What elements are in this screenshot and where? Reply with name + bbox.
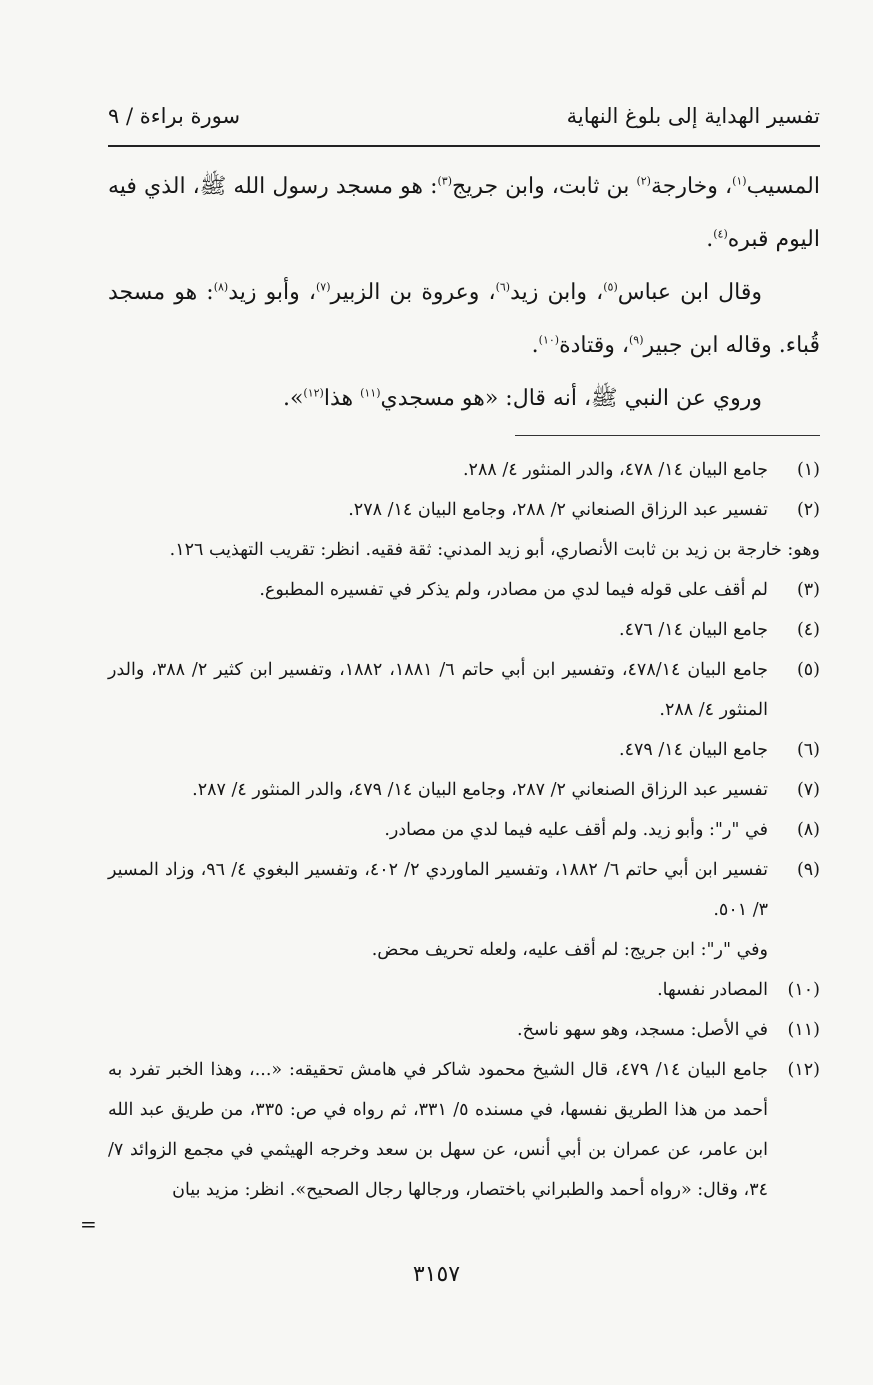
text-span: .	[531, 333, 539, 358]
footnote-1	[108, 450, 820, 490]
footnote-9	[108, 850, 820, 930]
page-number: ٣١٥٧	[412, 1262, 461, 1287]
text-span: .	[706, 227, 714, 252]
footnote-ref: (١١)	[360, 386, 381, 400]
footnote-text: جامع البيان ١٤/ ٤٧٩، قال الشيخ محمود شاكر في هامش تحقيقه: «...، وهذا الخبر تفرد به أحمد من هذا الطريق نفسها، في مسنده ٥/ ٣٣١، ثم رواه في ص: ٣٣٥، من طريق عبد الله ابن عامر، عن عمران بن أبي أنس، عن سهل بن سعد وخرجه الهيثمي في مجمع الزوائد ٧/ ٣٤، وقال: «رواه أحمد والطبراني باختصار، ورجالها رجال الصحيح». انظر: مزيد بيان	[108, 1060, 768, 1200]
footnote-number: (١١)	[787, 1020, 820, 1040]
footnotes	[108, 450, 820, 1210]
text-span: هذا	[323, 386, 361, 411]
text-span: : هو مسجد رسول الله ﷺ، الذي فيه اليوم قبره	[108, 174, 820, 252]
footnote-number: (٤)	[796, 620, 820, 640]
footnote-ref: (٧)	[315, 280, 331, 294]
footnote-text: جامع البيان ١٤/ ٤٧٩.	[619, 740, 768, 760]
text-span: بن ثابت، وابن جريج	[452, 174, 637, 199]
text-span: المسيب	[746, 174, 820, 199]
book-title: تفسير الهداية إلى بلوغ النهاية	[566, 104, 820, 128]
footnote-number: (١٠)	[787, 980, 820, 1000]
footnote-number: (١)	[796, 460, 820, 480]
footnote-text: تفسير ابن أبي حاتم ٦/ ١٨٨٢، وتفسير الماوردي ٢/ ٤٠٢، وتفسير البغوي ٤/ ٩٦، وزاد المسير ٣/ ٥٠١.	[108, 860, 769, 920]
main-text	[108, 160, 820, 425]
paragraph-2	[108, 266, 820, 372]
footnote-ref: (٣)	[437, 174, 452, 188]
footnote-12	[108, 1050, 820, 1210]
footnote-text: في الأصل: مسجد، وهو سهو ناسخ.	[517, 1020, 768, 1040]
footnote-ref: (٦)	[495, 280, 511, 294]
footnote-ref: (٨)	[213, 280, 229, 294]
footnote-10	[108, 970, 820, 1010]
continuation-mark: =	[80, 1212, 97, 1236]
footnote-text: في "ر": وأبو زيد. ولم أقف عليه فيما لدي من مصادر.	[384, 820, 768, 840]
footnote-number: (٨)	[796, 820, 820, 840]
footnote-8	[108, 810, 820, 850]
paragraph-1	[108, 160, 820, 266]
header-rule	[108, 145, 820, 147]
footnote-ref: (٥)	[603, 280, 618, 294]
footnote-text: تفسير عبد الرزاق الصنعاني ٢/ ٢٨٧، وجامع البيان ١٤/ ٤٧٩، والدر المنثور ٤/ ٢٨٧.	[192, 780, 768, 800]
footnote-number: (١٢)	[787, 1060, 820, 1080]
text-span: ».	[282, 386, 304, 411]
paragraph-3	[108, 372, 820, 425]
text-span: ، وخارجة	[650, 174, 733, 199]
text-span: وقال ابن عباس	[617, 280, 763, 305]
text-span: ، وقتادة	[559, 333, 629, 358]
footnote-text: لم أقف على قوله فيما لدي من مصادر، ولم يذكر في تفسيره المطبوع.	[259, 580, 768, 600]
footnote-ref: (٩)	[628, 333, 644, 347]
text-span: ، وعروة بن الزبير	[330, 280, 496, 305]
footnote-7	[108, 770, 820, 810]
footnote-2-continuation: وهو: خارجة بن زيد بن ثابت الأنصاري، أبو زيد المدني: ثقة فقيه. انظر: تقريب التهذيب ١٢٦.	[169, 540, 820, 560]
text-span: وروي عن النبي ﷺ، أنه قال: «هو مسجدي	[380, 386, 762, 411]
text-span: ، وابن زيد	[510, 280, 604, 305]
footnote-5	[108, 650, 820, 730]
footnote-number: (٣)	[796, 580, 820, 600]
footnote-text: جامع البيان ٤٧٨/١٤، وتفسير ابن أبي حاتم ٦/ ١٨٨١، ١٨٨٢، وتفسير ابن كثير ٢/ ٣٨٨، والدر المنثور ٤/ ٢٨٨.	[108, 660, 768, 720]
footnote-ref: (٤)	[713, 227, 728, 241]
footnote-9-continuation: وفي "ر": ابن جريج: لم أقف عليه، ولعله تحريف محض.	[371, 940, 768, 960]
footnote-number: (٧)	[796, 780, 820, 800]
footnote-number: (٥)	[796, 660, 820, 680]
footnote-ref: (١٠)	[538, 333, 560, 347]
text-span: ، وأبو زيد	[228, 280, 316, 305]
footnote-text: تفسير عبد الرزاق الصنعاني ٢/ ٢٨٨، وجامع البيان ١٤/ ٢٧٨.	[348, 500, 768, 520]
footnote-ref: (١)	[732, 174, 747, 188]
footnote-number: (٢)	[796, 500, 820, 520]
footnote-ref: (١٢)	[303, 386, 324, 400]
text-span: : هو مسجد قُباء. وقاله ابن جبير	[108, 280, 820, 358]
footnote-4	[108, 610, 820, 650]
footnote-11	[108, 1010, 820, 1050]
footnote-text: جامع البيان ١٤/ ٤٧٨، والدر المنثور ٤/ ٢٨٨.	[462, 460, 768, 480]
footnote-2	[108, 490, 820, 530]
running-header	[108, 104, 820, 140]
footnote-6	[108, 730, 820, 770]
footnote-number: (٦)	[796, 740, 820, 760]
footnote-ref: (٢)	[636, 174, 651, 188]
footnote-text: المصادر نفسها.	[657, 980, 768, 1000]
footnote-3	[108, 570, 820, 610]
surah-page-label: سورة براءة / ٩	[108, 104, 241, 128]
footnote-separator	[515, 435, 820, 436]
footnote-text: جامع البيان ١٤/ ٤٧٦.	[619, 620, 768, 640]
footnote-number: (٩)	[796, 860, 820, 880]
